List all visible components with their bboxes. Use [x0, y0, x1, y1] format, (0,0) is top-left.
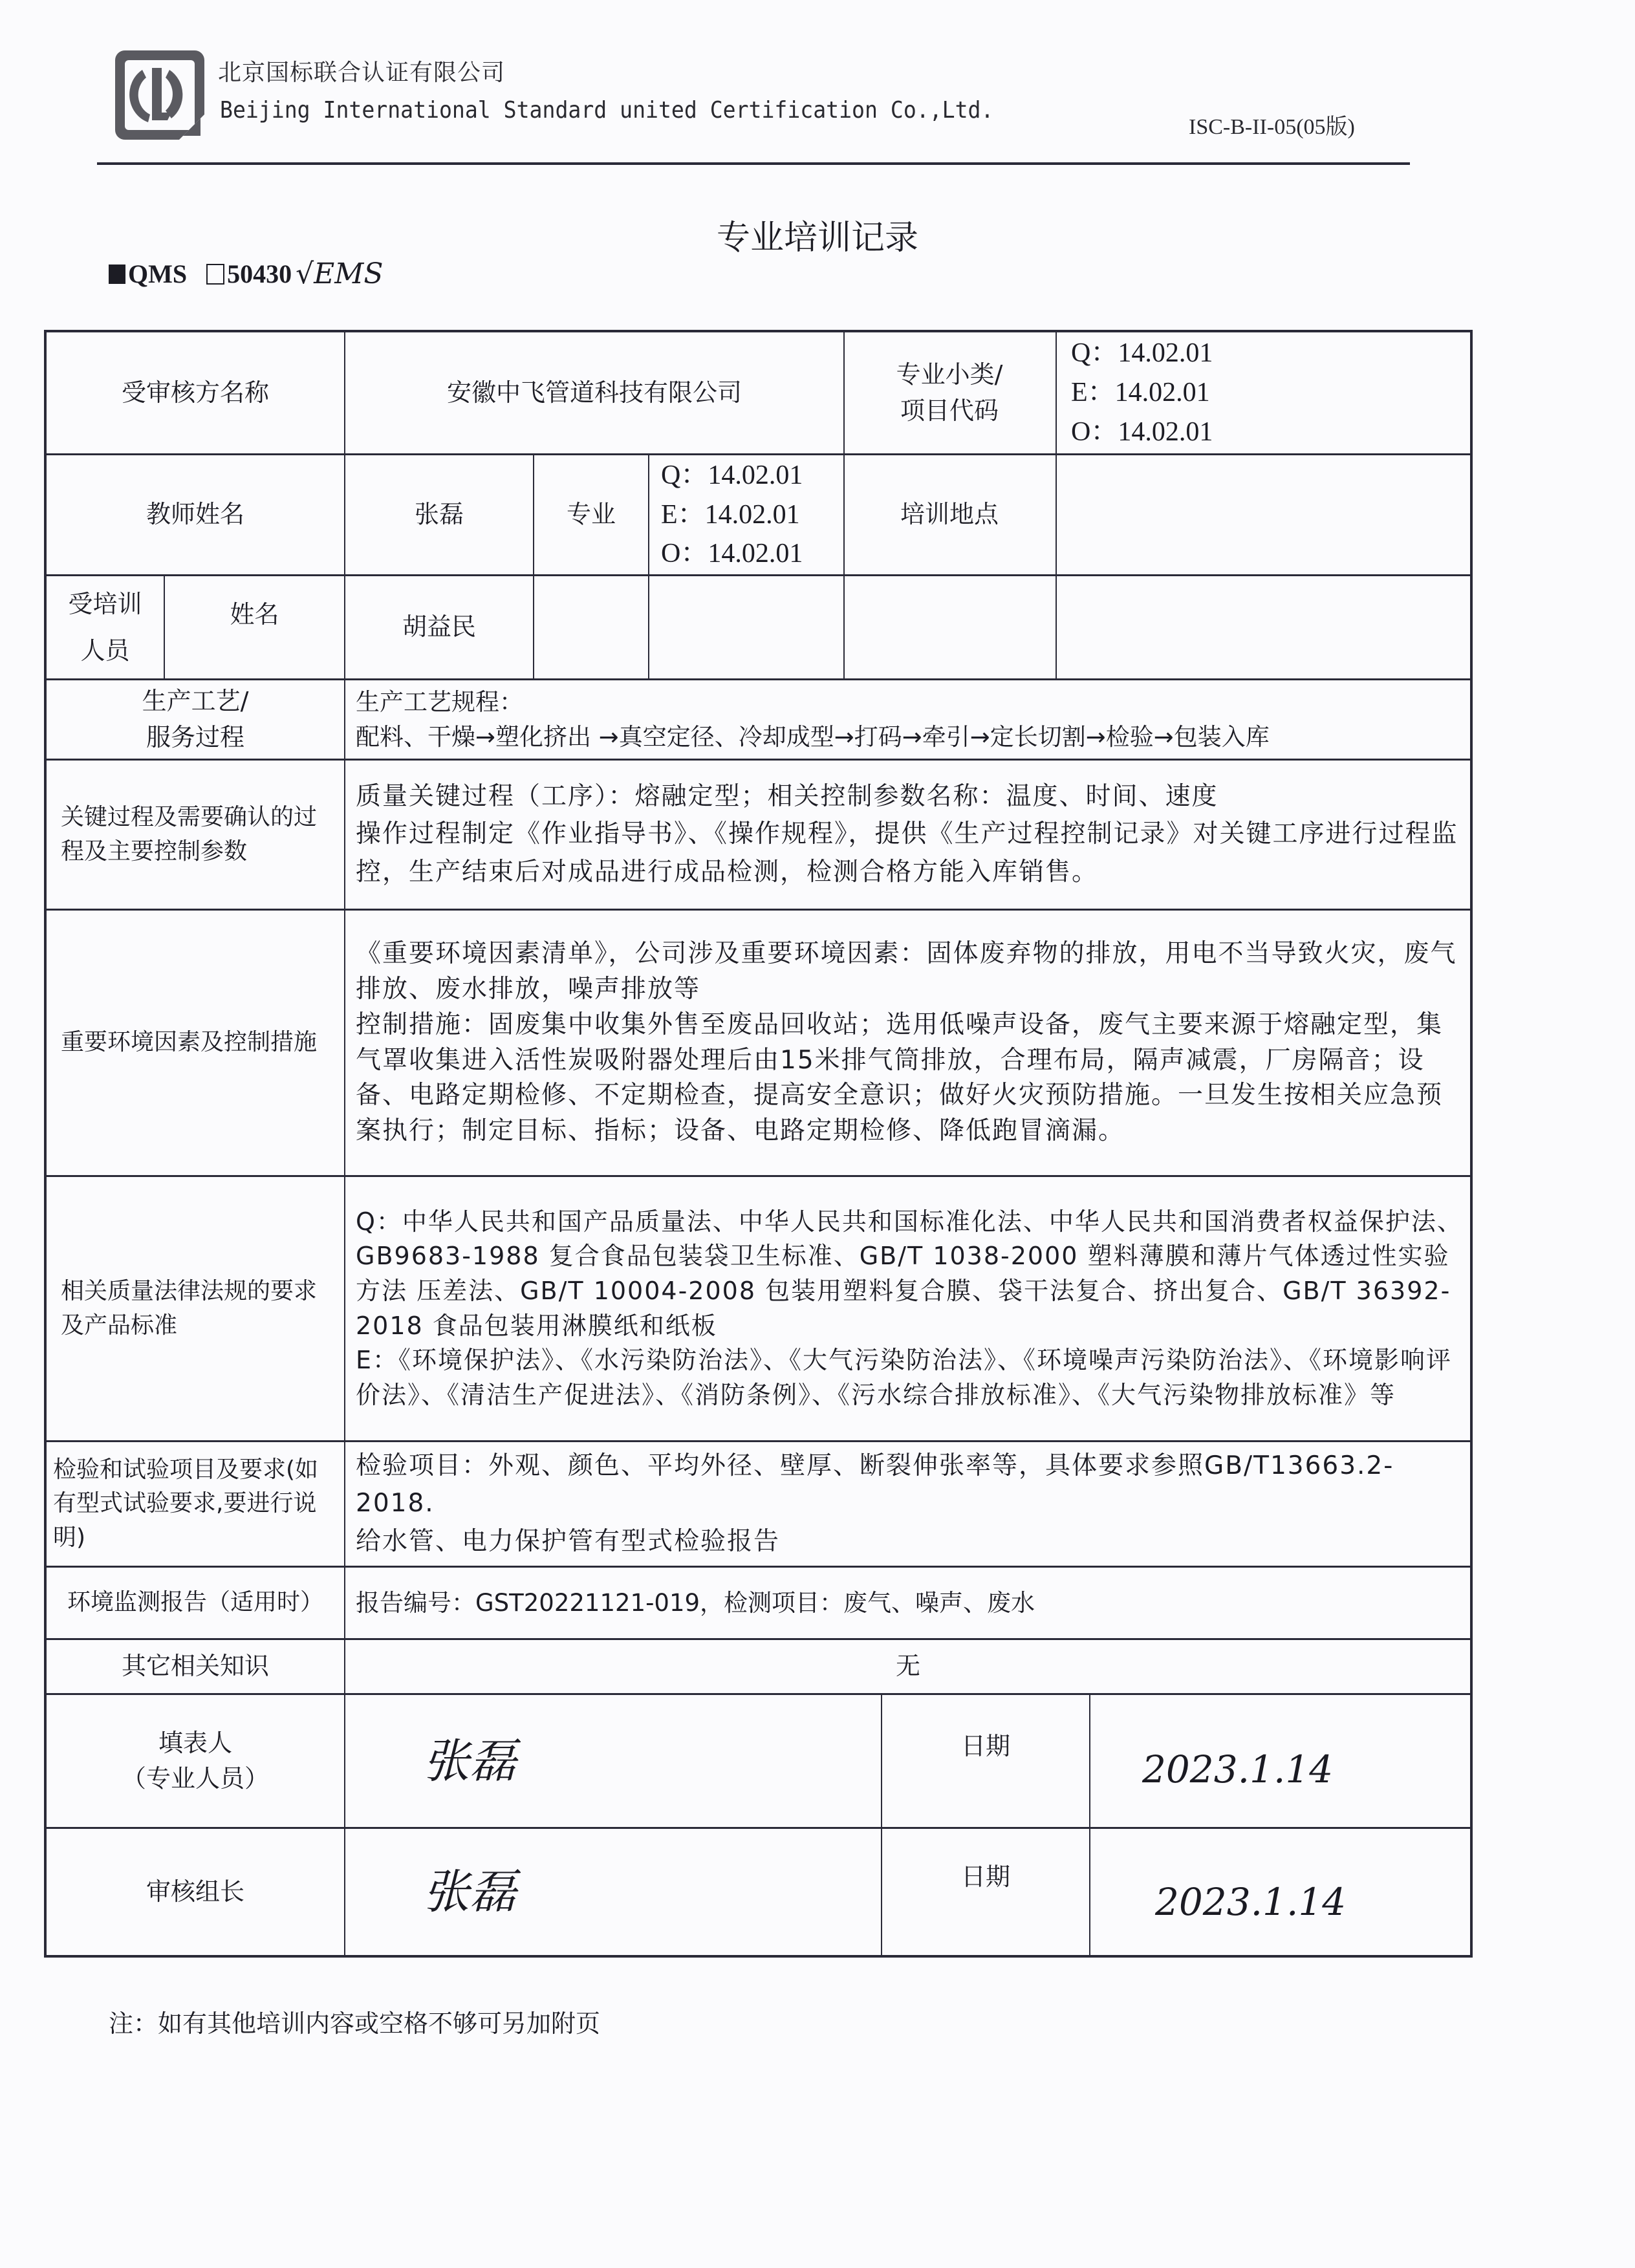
other-knowledge-value: 无 — [895, 1652, 920, 1681]
filler-signature: 张磊 — [423, 1733, 517, 1788]
training-record-table — [44, 330, 1473, 1958]
standard-selection — [109, 257, 383, 290]
filler-date-label: 日期 — [960, 1732, 1010, 1761]
laws-value: Q：中华人民共和国产品质量法、中华人民共和国标准化法、中华人民共和国消费者权益保护法、GB9683-1988 复合食品包装袋卫生标准、GB/T 1038-2000 塑料薄膜和薄片气体透过性实验方法 压差法、GB/T 10004-2008 包装用塑料复合膜、袋干法复合、挤出复合、GB/T 36392-2018 食品包装用淋膜纸和纸板 E：《环境保护法》、《水污染防治法》、《大气污染防治法》、《环境噪声污染防治法》、《环境影响评价法》、《清洁生产促进法》、《消防条例》、《污水综合排放标准》、《大气污染物排放标准》等 — [356, 1207, 1463, 1409]
auditee-label: 受审核方名称 — [121, 378, 269, 407]
trainee-name-label: 姓名 — [230, 600, 279, 629]
header-divider — [97, 162, 1410, 165]
location-label: 培训地点 — [900, 500, 999, 529]
process-label: 生产工艺/ 服务过程 — [142, 687, 249, 751]
env-factors-label: 重要环境因素及控制措施 — [61, 1029, 318, 1056]
company-name-en: Beijing International Standard united Certification Co.,Ltd. — [220, 97, 994, 124]
inspection-value: 检验项目：外观、颜色、平均外径、壁厚、断裂伸张率等，具体要求参照GB/T13663.2-2018. 给水管、电力保护管有型式检验报告 — [356, 1451, 1394, 1556]
process-value: 生产工艺规程： 配料、干燥→塑化挤出 →真空定径、冷却成型→打码→牵引→定长切割→检验→包装入库 — [356, 687, 1270, 751]
footnote: 注：如有其他培训内容或空格不够可另加附页 — [109, 2009, 601, 2038]
laws-label: 相关质量法律法规的要求及产品标准 — [61, 1278, 318, 1339]
50430-checkbox[interactable] — [206, 264, 224, 285]
inspection-label: 检验和试验项目及要求(如有型式试验要求,要进行说明) — [53, 1456, 319, 1551]
bisc-logo-icon — [111, 47, 208, 144]
form-code: ISC-B-II-05(05版) — [1189, 115, 1355, 139]
leader-date-label: 日期 — [960, 1863, 1010, 1892]
leader-label: 审核组长 — [146, 1877, 244, 1906]
trainee-group-label: 受培训 人员 — [68, 589, 142, 665]
document-title: 专业培训记录 — [716, 219, 918, 257]
env-factors-value: 《重要环境因素清单》，公司涉及重要环境因素：固体废弃物的排放，用电不当导致火灾，废气排放、废水排放，噪声排放等 控制措施：固废集中收集外售至废品回收站；选用低噪声设备，废气主要来源于熔融定型，集气罩收集进入活性炭吸附器处理后由15米排气筒排放，合理布局，隔声减震，厂房隔音；设备、电路定期检修、不定期检查，提高安全意识；做好火灾预防措施。一旦发生按相关应急预案执行；制定目标、指标；设备、电路定期检修、降低跑冒滴漏。 — [356, 938, 1457, 1146]
trainee-name-value: 胡益民 — [402, 612, 476, 642]
auditee-value: 安徽中飞管道科技有限公司 — [446, 378, 742, 407]
50430-label: 50430 — [227, 259, 292, 288]
category-label: 专业小类/ 项目代码 — [896, 360, 1003, 425]
leader-date: 2023.1.14 — [1155, 1880, 1347, 1925]
qms-checkbox[interactable] — [109, 265, 125, 284]
env-report-value: 报告编号：GST20221121-019，检测项目：废气、噪声、废水 — [356, 1588, 1035, 1617]
filler-date: 2023.1.14 — [1142, 1747, 1334, 1791]
env-report-label: 环境监测报告（适用时） — [67, 1589, 323, 1616]
specialty-label: 专业 — [566, 500, 616, 529]
other-knowledge-label: 其它相关知识 — [121, 1652, 269, 1681]
specialty-codes: Q：14.02.01 E：14.02.01 O：14.02.01 — [661, 460, 803, 569]
ems-handwritten-mark: √EMS — [296, 257, 384, 290]
leader-signature: 张磊 — [423, 1864, 517, 1919]
key-process-label: 关键过程及需要确认的过程及主要控制参数 — [61, 804, 318, 865]
location-value[interactable] — [1057, 455, 1471, 574]
company-name-cn: 北京国标联合认证有限公司 — [218, 59, 506, 86]
category-codes: Q：14.02.01 E：14.02.01 O：14.02.01 — [1071, 338, 1213, 447]
key-process-value: 质量关键过程（工序）：熔融定型；相关控制参数名称：温度、时间、速度 操作过程制定《作业指导书》、《操作规程》，提供《生产过程控制记录》对关键工序进行过程监控，生产结束后对成品进行成品检测，检测合格方能入库销售。 — [356, 781, 1458, 887]
qms-label: QMS — [128, 259, 188, 288]
teacher-name: 张磊 — [414, 500, 464, 529]
teacher-label: 教师姓名 — [146, 500, 244, 529]
filler-label: 填表人 （专业人员） — [121, 1728, 269, 1793]
